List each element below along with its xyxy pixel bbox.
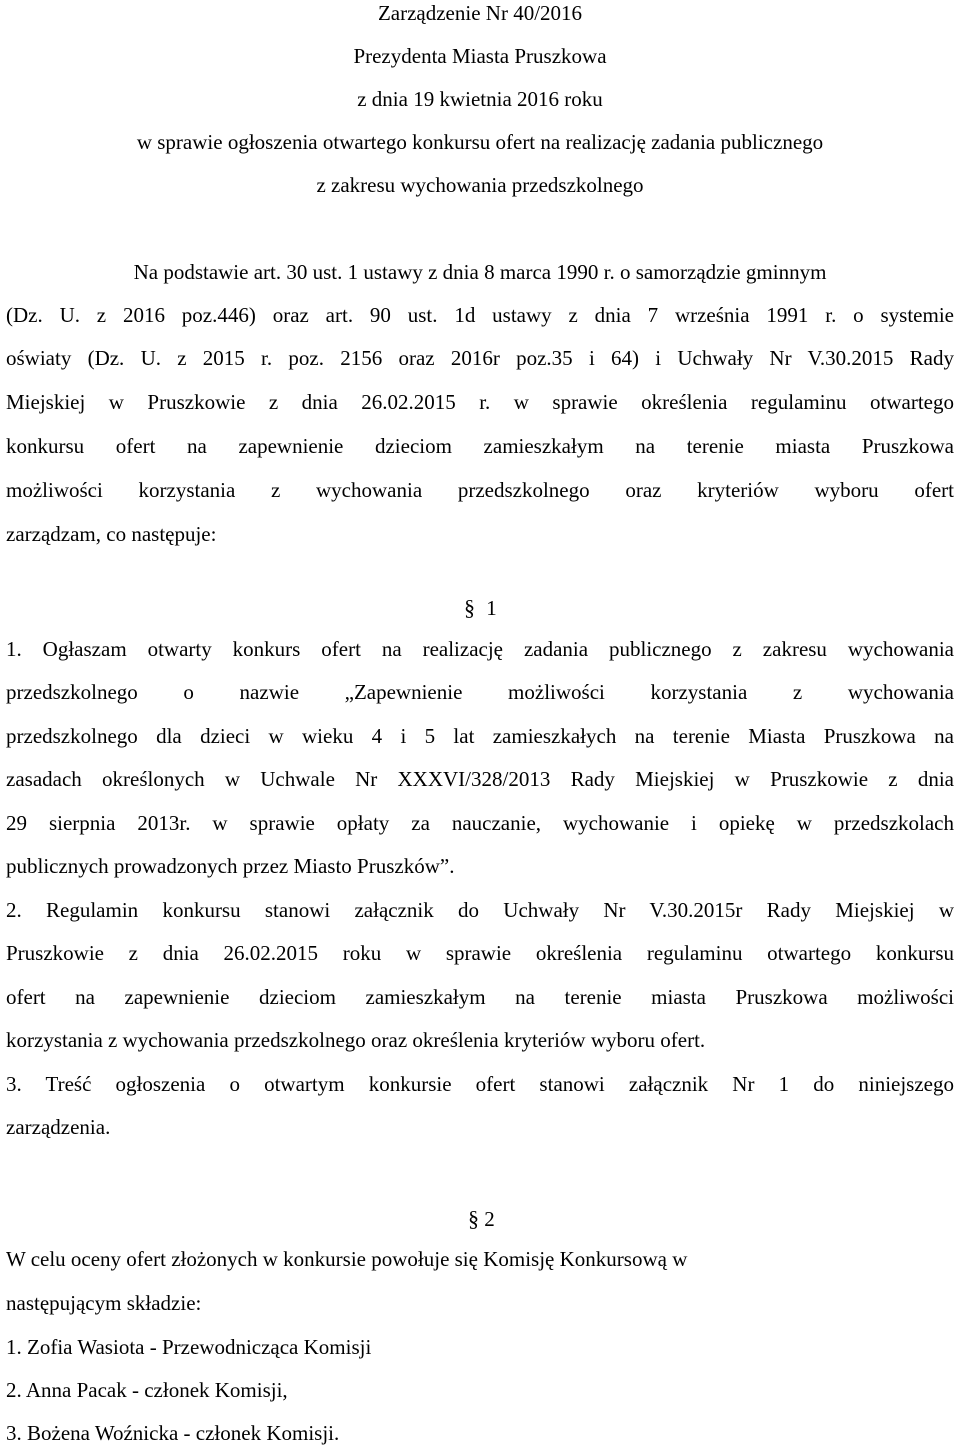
section1-line: publicznych prowadzonych przez Miasto Pruszków”. (6, 854, 455, 878)
preamble-line: Miejskiej w Pruszkowie z dnia 26.02.2015 r. w sprawie określenia regulaminu otwartego (6, 390, 954, 414)
section-heading-2 (468, 1208, 495, 1230)
paragraph-sign: § (464, 595, 475, 620)
section1-line: ofert na zapewnienie dzieciom zamieszkałym na terenie miasta Pruszkowa możliwości (6, 985, 954, 1009)
document-date: z dnia 19 kwietnia 2016 roku (357, 87, 603, 111)
preamble-line: Na podstawie art. 30 ust. 1 ustawy z dnia 8 marca 1990 r. o samorządzie gminnym (133, 260, 827, 284)
document-issuer: Prezydenta Miasta Pruszkowa (353, 44, 607, 68)
preamble-line: zarządzam, co następuje: (6, 522, 217, 546)
section1-line: 1. Ogłaszam otwarty konkurs ofert na realizację zadania publicznego z zakresu wychowania (6, 637, 954, 661)
section1-line: 29 sierpnia 2013r. w sprawie opłaty za nauczanie, wychowanie i opiekę w przedszkolach (6, 811, 954, 835)
section-number: 2 (484, 1207, 495, 1231)
preamble-line: (Dz. U. z 2016 poz.446) oraz art. 90 ust. 1d ustawy z dnia 7 września 1991 r. o systemie (6, 303, 954, 327)
section1-line: korzystania z wychowania przedszkolnego oraz określenia kryteriów wyboru ofert. (6, 1028, 706, 1052)
committee-member: 2. Anna Pacak - członek Komisji, (6, 1378, 288, 1402)
section1-line: Pruszkowie z dnia 26.02.2015 roku w sprawie określenia regulaminu otwartego konkursu (6, 941, 954, 965)
section1-line: zasadach określonych w Uchwale Nr XXXVI/328/2013 Rady Miejskiej w Pruszkowie z dnia (6, 767, 954, 791)
document-subject-line: w sprawie ogłoszenia otwartego konkursu ofert na realizację zadania publicznego (136, 130, 824, 154)
section1-line: przedszkolnego o nazwie „Zapewnienie możliwości korzystania z wychowania (6, 680, 954, 704)
section-number: 1 (486, 596, 497, 620)
committee-member: 3. Bożena Woźnicka - członek Komisji. (6, 1421, 340, 1445)
preamble-line: oświaty (Dz. U. z 2015 r. poz. 2156 oraz 2016r poz.35 i 64) i Uchwały Nr V.30.2015 Rady (6, 346, 954, 370)
section1-line: zarządzenia. (6, 1115, 111, 1139)
preamble-line: możliwości korzystania z wychowania przedszkolnego oraz kryteriów wyboru ofert (6, 478, 954, 502)
document-title: Zarządzenie Nr 40/2016 (377, 1, 583, 25)
preamble-line: konkursu ofert na zapewnienie dzieciom zamieszkałym na terenie miasta Pruszkowa (6, 434, 954, 458)
section2-line: następującym składzie: (6, 1291, 202, 1315)
section-heading-1 (464, 597, 497, 619)
section1-line: 2. Regulamin konkursu stanowi załącznik do Uchwały Nr V.30.2015r Rady Miejskiej w (6, 898, 954, 922)
section2-line: W celu oceny ofert złożonych w konkursie powołuje się Komisję Konkursową w (6, 1247, 688, 1271)
committee-member: 1. Zofia Wasiota - Przewodnicząca Komisji (6, 1335, 372, 1359)
paragraph-sign: § (468, 1206, 479, 1231)
section1-line: 3. Treść ogłoszenia o otwartym konkursie ofert stanowi załącznik Nr 1 do niniejszego (6, 1072, 954, 1096)
document-subject-line: z zakresu wychowania przedszkolnego (316, 173, 644, 197)
section1-line: przedszkolnego dla dzieci w wieku 4 i 5 lat zamieszkałych na terenie Miasta Pruszkowa na (6, 724, 954, 748)
